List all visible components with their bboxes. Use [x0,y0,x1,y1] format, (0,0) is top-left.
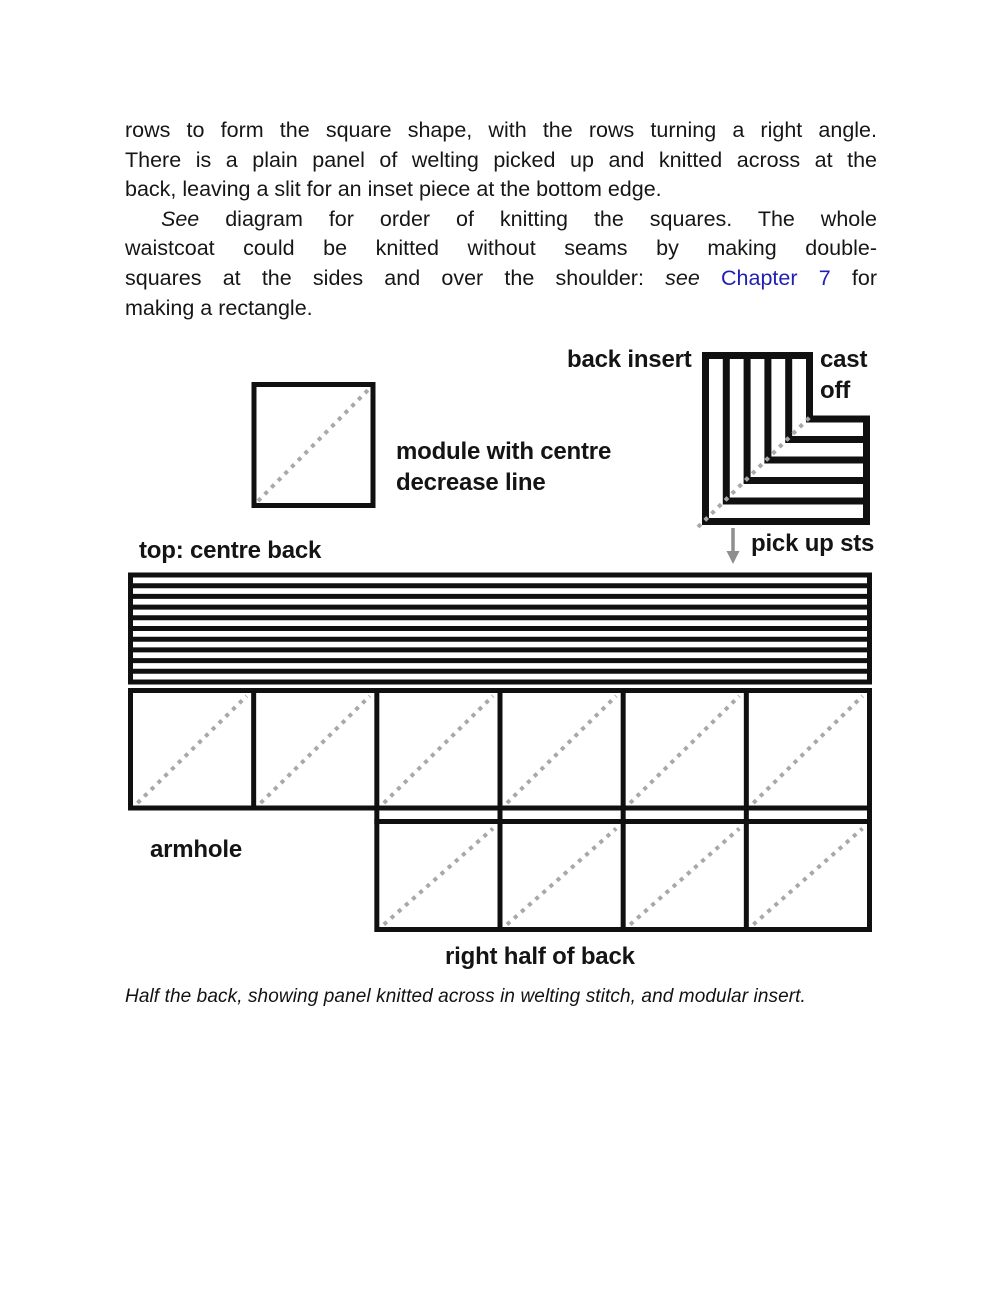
text-line [125,234,877,264]
square-diagonal-dots [507,696,616,803]
text-run: rows to form the square shape, with the rows turning a right angle. [125,118,877,142]
text-run [700,266,721,290]
paragraph-1 [125,116,877,205]
text-line [125,264,877,294]
text-run: waistcoat could be knitted without seams by making double- [125,236,877,261]
cast-off-label: cast off [820,346,868,404]
square-diagonal-dots [261,696,370,803]
text-run: There is a plain panel of welting picked up and knitted across at the [125,147,877,172]
figure-caption: Half the back, showing panel knitted across in welting stitch, and modular insert. [125,986,806,1007]
paragraph-2 [125,205,877,323]
text-run: making a rectangle. [125,295,313,320]
text-line [125,116,877,146]
square-diagonal-dots [630,696,739,803]
text-run: for [830,265,877,290]
square-diagonal-dots [384,696,493,803]
body-text [125,116,877,323]
square-diagonal-dots [753,696,862,803]
module-diagonal-dots [258,387,371,501]
armhole-label: armhole [150,836,242,863]
top-centre-back-label: top: centre back [139,537,322,564]
back-insert-diagonal-dots [698,415,812,527]
pick-up-arrow-icon [727,551,740,564]
square-diagonal-dots [753,829,862,925]
text-run: see [665,265,700,290]
text-run: squares at the sides and over the shoulder: [125,265,666,290]
pick-up-sts-label: pick up sts [751,530,875,557]
text-line [125,175,877,205]
text-line [125,146,877,176]
text-run: See [161,206,200,231]
square-diagonal-dots [384,829,493,925]
right-half-of-back-label: right half of back [445,943,635,970]
text-run: diagram for order of knitting the squares. The whole [199,206,877,231]
text-run: back, leaving a slit for an inset piece at the bottom edge. [125,177,662,202]
square-diagonal-dots [138,696,247,803]
chapter-7-link[interactable]: Chapter 7 [721,265,831,290]
module-label: module with centre decrease line [396,438,612,496]
text-line [125,205,877,235]
square-diagonal-dots [630,829,739,925]
square-diagonal-dots [507,829,616,925]
back-insert-label: back insert [567,346,692,373]
text-line [125,294,877,324]
